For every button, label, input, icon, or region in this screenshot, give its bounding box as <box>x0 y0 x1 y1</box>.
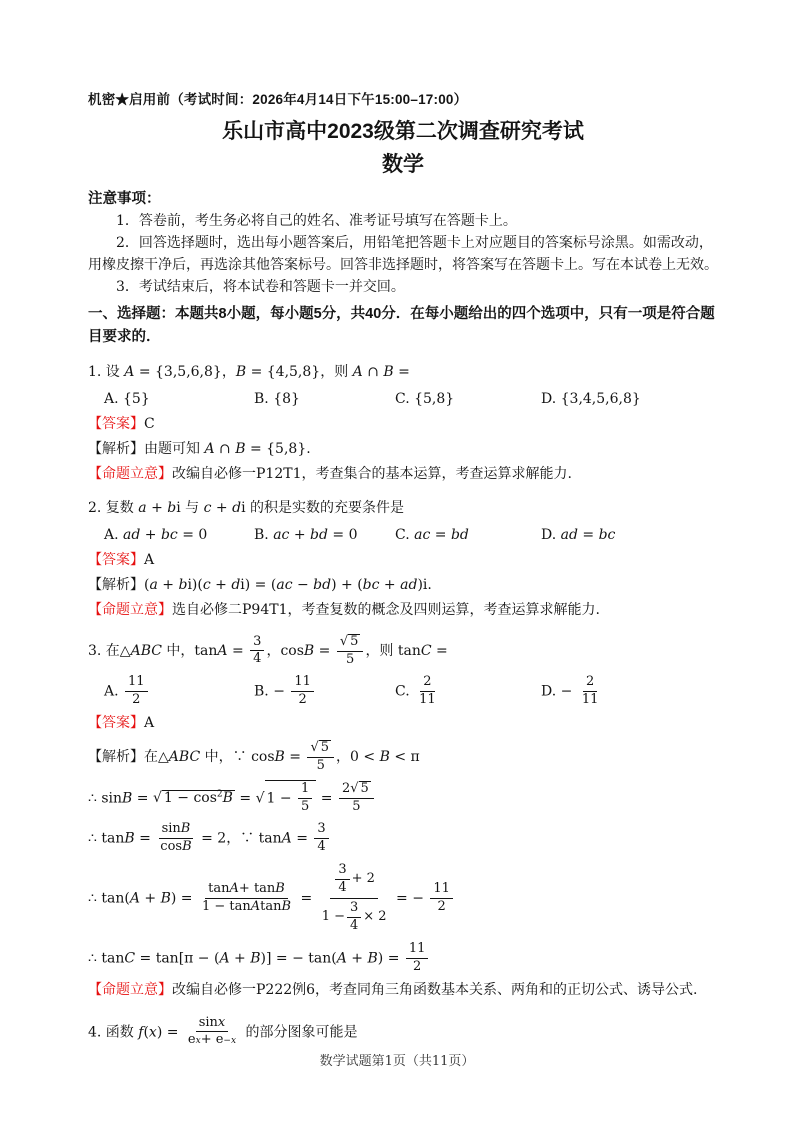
question-1-option-c: C. {5,8} <box>395 391 455 407</box>
exam-title: 乐山市高中2023级第二次调查研究考试 <box>222 120 584 143</box>
question-1-answer: 【答案】C <box>88 416 155 432</box>
question-3-options <box>88 674 718 709</box>
question-1-options <box>88 388 718 410</box>
question-1-stem: 1. 设 A = {3,5,6,8}，B = {4,5,8}，则 A ∩ B = <box>88 364 410 380</box>
question-3-stem: 3. 在△ABC 中，tanA = $\frac{3}{4}$ ，cosB = $\frac{√ 5}{5}$ ，则 tanC = <box>88 633 448 667</box>
exam-subject: 数学 <box>382 153 424 176</box>
notice-item-2: 2．回答选择题时，选出每小题答案后，用铅笔把答题卡上对应题目的答案标号涂黑。如需改动，用橡皮擦干净后，再选涂其他答案标号。回答非选择题时，将答案写在答题卡上。写在本试卷上无效。 <box>88 235 718 273</box>
question-3-option-b: B. − $\frac{11}{2}$ <box>254 674 395 709</box>
question-3-solution-line-1: 【解析】在△ABC 中，∵ cosB = $\frac{√ 5}{5}$ ，0 < B < π <box>88 739 420 773</box>
question-3-solution-line-2: ∴ sinB = √ $1 - \cos^2B$ = √ 1 − $\frac{1}{5}$ = 2 √ 5 5 <box>88 780 718 816</box>
page-footer: 数学试题第1页（共11页） <box>319 1054 475 1069</box>
question-2-option-d: D. ad = bc <box>541 527 616 543</box>
question-2-stem: 2. 复数 a + bi 与 c + di 的积是实数的充要条件是 <box>88 500 405 516</box>
question-2-answer: 【答案】A <box>88 552 155 568</box>
confidential-header: 机密★启用前（考试时间：2026年4月14日下午15:00–17:00） <box>88 92 468 107</box>
question-3-answer: 【答案】A <box>88 714 155 731</box>
question-2-option-a: A. ad + bc = 0 <box>104 527 208 543</box>
question-1-option-d: D. {3,4,5,6,8} <box>541 391 641 407</box>
question-1-option-a: A. {5} <box>104 391 150 407</box>
question-2-options <box>88 524 718 546</box>
notice-item-1: 1．答卷前，考生务必将自己的姓名、准考证号填写在答题卡上。 <box>116 213 517 229</box>
question-1-analysis: 【解析】由题可知 A ∩ B = {5,8}. <box>88 441 311 457</box>
notice-heading: 注意事项： <box>88 191 161 207</box>
section-1-heading: 一、选择题：本题共8小题，每小题5分，共40分．在每小题给出的四个选项中，只有一项是符合题目要求的． <box>88 306 715 345</box>
question-3-solution-line-3: ∴ tanB = sin B cos B = 2，∵ tanA = $\frac{3}{4}$ <box>88 821 718 856</box>
question-1-intent: 【命题立意】改编自必修一P12T1，考查集合的基本运算，考查运算求解能力. <box>88 466 572 482</box>
question-3-option-d: D. − $\frac{2}{11}$ <box>541 673 599 707</box>
question-3-solution-line-5: ∴ tanC = tan[π − (A + B)] = − tan(A + B) = $\frac{11}{2}$ <box>88 941 718 976</box>
notice-item-3: 3．考试结束后，将本试卷和答题卡一并交回。 <box>116 279 405 295</box>
question-2-intent: 【命题立意】选自必修二P94T1，考查复数的概念及四则运算，考查运算求解能力. <box>88 602 600 618</box>
question-3-solution-line-4: ∴ tan(A + B) = tan A + tan B 1 − tan A tan B = $\frac{3}{4}$ + 2 1 − $\frac{3}{4}$ × 2 = − $\frac{11}{2}$ <box>88 861 718 936</box>
question-3-option-c: C. $\frac{2}{11}$ <box>395 673 436 707</box>
question-4-stem: 4. 函数 f(x) = sin x e x + e −x 的部分图象可能是 <box>88 1014 358 1048</box>
question-2-analysis: 【解析】(a + bi)(c + di) = (ac − bd) + (bc + ad)i. <box>88 577 432 593</box>
question-3-option-a: A. $\frac{11}{2}$ <box>104 674 254 709</box>
question-1-option-b: B. {8} <box>254 391 300 407</box>
question-2-option-c: C. ac = bd <box>395 527 469 543</box>
question-3-intent: 【命题立意】改编自必修一P222例6，考查同角三角函数基本关系、两角和的正切公式、诱导公式. <box>88 981 698 998</box>
question-2-option-b: B. ac + bd = 0 <box>254 527 358 543</box>
